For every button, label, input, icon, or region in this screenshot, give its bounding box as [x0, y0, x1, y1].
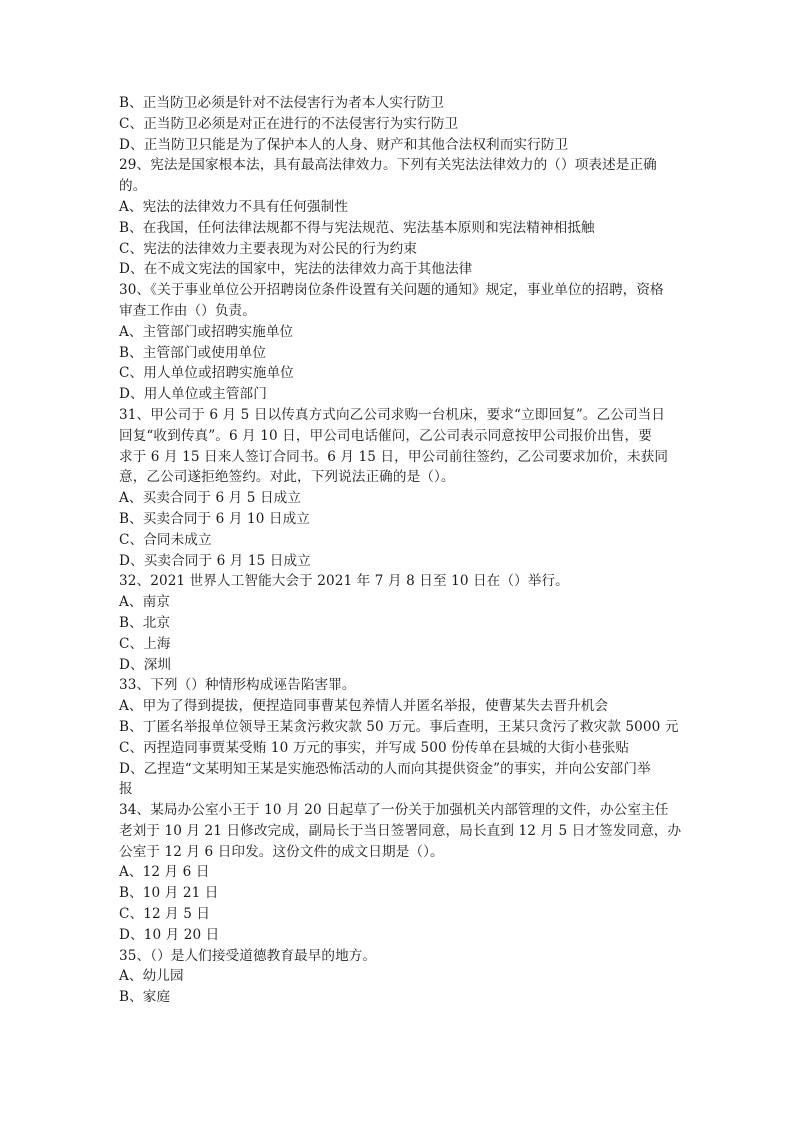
option-b: B、在我国，任何法律法规都不得与宪法规范、宪法基本原则和宪法精神相抵触: [119, 219, 595, 236]
question-stem-line: 回复“收到传真”。6 月 10 日，甲公司电话催问，乙公司表示同意按甲公司报价出售，要: [119, 427, 652, 444]
question-stem-line: 审查工作由（）负责。: [119, 302, 256, 319]
question-stem-line: 30、《关于事业单位公开招聘岗位条件设置有关问题的通知》规定，事业单位的招聘，资格: [119, 282, 664, 299]
option-d: D、深圳: [119, 656, 172, 673]
option-b: B、买卖合同于 6 月 10 日成立: [119, 510, 310, 527]
question-stem-line: 32、2021 世界人工智能大会于 2021 年 7 月 8 日至 10 日在（）举行。: [119, 573, 569, 590]
option-a: A、南京: [119, 594, 170, 611]
option-c: C、宪法的法律效力主要表现为对公民的行为约束: [119, 240, 418, 257]
option-c: C、12 月 5 日: [119, 906, 211, 923]
option-d: D、正当防卫只能是为了保护本人的人身、财产和其他合法权利而实行防卫: [119, 136, 569, 153]
question-stem-line: 31、甲公司于 6 月 5 日以传真方式向乙公司求购一台机床，要求“立即回复”。乙公司当日: [119, 406, 666, 423]
option-c: C、上海: [119, 635, 171, 652]
option-a: A、宪法的法律效力不具有任何强制性: [119, 198, 349, 215]
question-stem-line: 的。: [119, 178, 147, 195]
option-b: B、主管部门或使用单位: [119, 344, 267, 361]
question-33: [119, 675, 679, 800]
option-d: D、买卖合同于 6 月 15 日成立: [119, 552, 311, 569]
question-30: [119, 280, 679, 405]
question-stem-line: 老刘于 10 月 21 日修改完成，副局长于当日签署同意，局长直到 12 月 5 日才签发同意，办: [119, 822, 682, 839]
option-d: D、乙捏造“文某明知王某是实施恐怖活动的人而向其提供资金”的事实，并向公安部门举: [119, 760, 651, 777]
option-a: A、幼儿园: [119, 968, 184, 985]
option-b: B、正当防卫必须是针对不法侵害行为者本人实行防卫: [119, 95, 445, 111]
question-stem-line: 意，乙公司遂拒绝签约。对此，下列说法正确的是（）。: [119, 469, 455, 486]
question-stem-line: 35、（）是人们接受道德教育最早的地方。: [119, 947, 377, 964]
option-c: C、用人单位或招聘实施单位: [119, 365, 294, 382]
question-32: [119, 571, 679, 675]
question-stem-line: 33、下列（）种情形构成诬告陷害罪。: [119, 677, 356, 694]
option-b: B、家庭: [119, 989, 171, 1006]
option-d-continued: 报: [119, 781, 133, 798]
option-d: D、在不成文宪法的国家中，宪法的法律效力高于其他法律: [119, 261, 473, 278]
question-28-options: [119, 93, 679, 155]
option-c: C、正当防卫必须是对正在进行的不法侵害行为实行防卫: [119, 115, 459, 132]
question-stem-line: 34、某局办公室小王于 10 月 20 日起草了一份关于加强机关内部管理的文件，办公室主任: [119, 802, 669, 819]
question-stem-line: 求于 6 月 15 日来人签订合同书。6 月 15 日，甲公司前往签约，乙公司要求加价，未获同: [119, 448, 669, 465]
option-b: B、丁匿名举报单位领导王某贪污救灾款 50 万元。事后查明，王某只贪污了救灾款 5000 元: [119, 718, 679, 735]
option-a: A、甲为了得到提拔，便捏造同事曹某包养情人并匿名举报，使曹某失去晋升机会: [119, 698, 609, 715]
option-a: A、主管部门或招聘实施单位: [119, 323, 294, 340]
question-31: [119, 405, 679, 571]
option-d: D、10 月 20 日: [119, 926, 220, 943]
question-stem-line: 公室于 12 月 6 日印发。这份文件的成文日期是（）。: [119, 843, 444, 860]
option-c: C、丙捏造同事贾某受贿 10 万元的事实，并写成 500 份传单在县城的大街小巷张贴: [119, 739, 630, 756]
question-35: [119, 946, 679, 1008]
question-stem-line: 29、宪法是国家根本法，具有最高法律效力。下列有关宪法法律效力的（）项表述是正确: [119, 157, 657, 174]
document-page: [119, 93, 682, 1008]
question-34: [119, 800, 682, 946]
option-b: B、10 月 21 日: [119, 885, 219, 902]
question-29: [119, 155, 679, 280]
option-a: A、买卖合同于 6 月 5 日成立: [119, 490, 302, 507]
option-c: C、合同未成立: [119, 531, 212, 548]
option-d: D、用人单位或主管部门: [119, 386, 267, 403]
option-b: B、北京: [119, 614, 171, 631]
option-a: A、12 月 6 日: [119, 864, 210, 881]
